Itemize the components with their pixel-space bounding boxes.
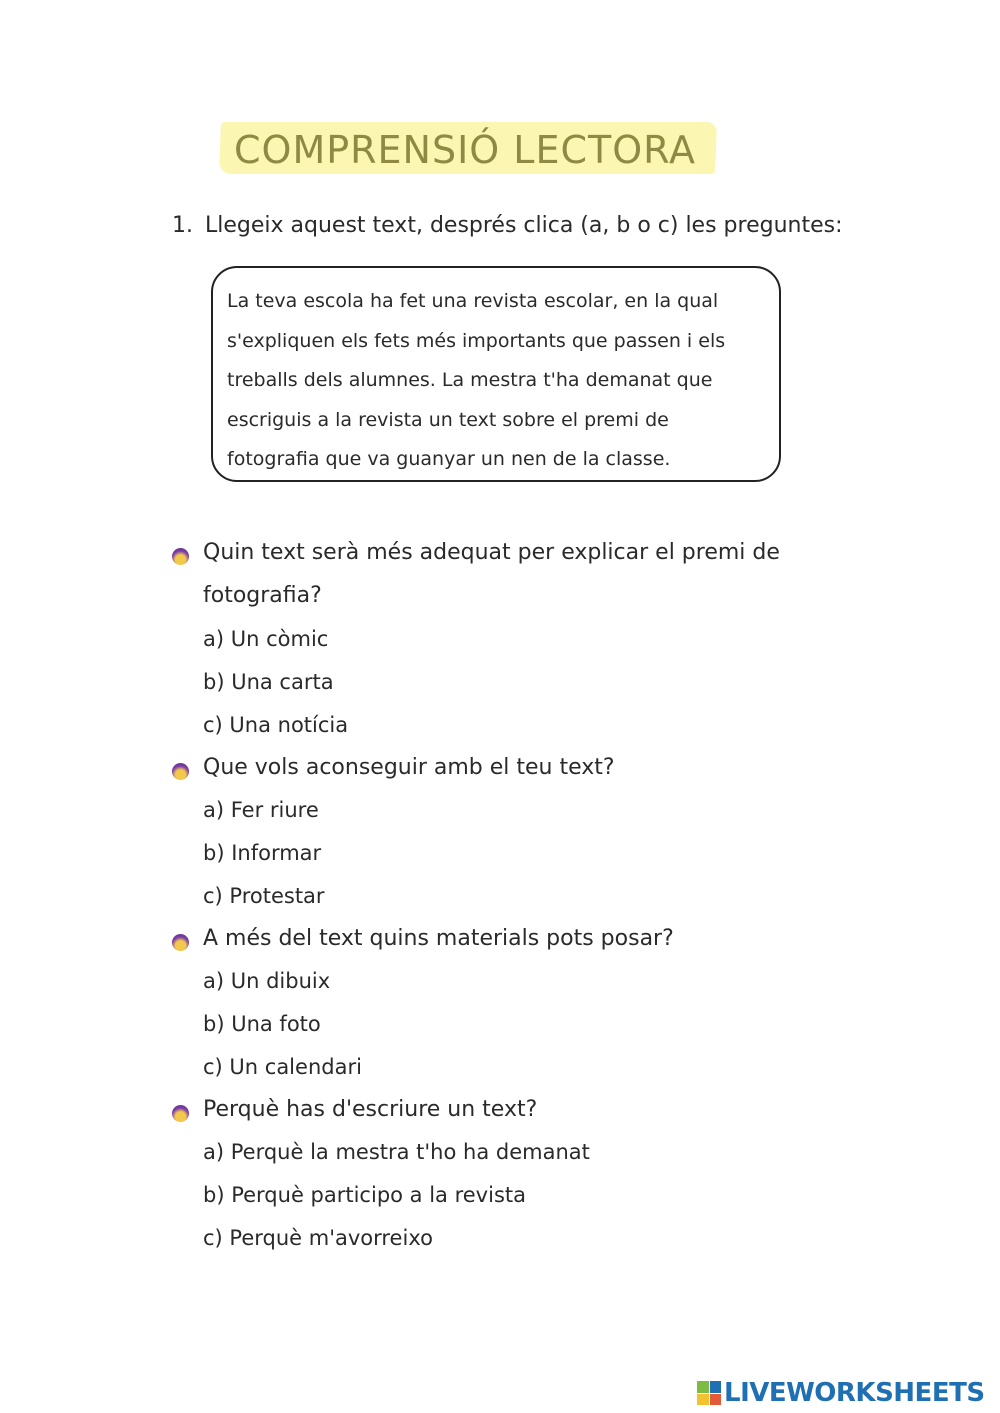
option-4c[interactable]: c) Perquè m'avorreixo <box>203 1226 433 1250</box>
bullet-icon <box>172 548 189 565</box>
option-4a[interactable]: a) Perquè la mestra t'ho ha demanat <box>203 1140 590 1164</box>
reading-passage-box <box>211 266 781 482</box>
question-text: fotografia? <box>203 583 322 608</box>
option-3c[interactable]: c) Un calendari <box>203 1055 362 1079</box>
option-1c[interactable]: c) Una notícia <box>203 713 349 737</box>
bullet-icon <box>172 934 189 951</box>
liveworksheets-logo <box>697 1378 985 1408</box>
question-text: A més del text quins materials pots posar? <box>203 926 674 951</box>
option-2b[interactable]: b) Informar <box>203 841 322 865</box>
passage-line: s'expliquen els fets més importants que passen i els <box>227 329 726 352</box>
instruction-number: 1. <box>172 213 193 238</box>
passage-line: escriguis a la revista un text sobre el premi de <box>227 408 669 431</box>
bullet-icon <box>172 763 189 780</box>
question-text: Que vols aconseguir amb el teu text? <box>203 755 615 780</box>
passage-line: La teva escola ha fet una revista escolar, en la qual <box>227 290 719 312</box>
option-4b[interactable]: b) Perquè participo a la revista <box>203 1183 526 1207</box>
logo-text: LIVEWORKSHEETS <box>724 1378 985 1408</box>
instruction <box>172 213 843 238</box>
bullet-icon <box>172 1105 189 1122</box>
passage-line: fotografia que va guanyar un nen de la classe. <box>227 448 671 470</box>
option-3b[interactable]: b) Una foto <box>203 1012 321 1036</box>
option-2c[interactable]: c) Protestar <box>203 884 325 908</box>
option-1b[interactable]: b) Una carta <box>203 670 334 694</box>
option-1a[interactable]: a) Un còmic <box>203 627 329 651</box>
logo-mark-icon <box>697 1381 721 1405</box>
question-text: Perquè has d'escriure un text? <box>203 1097 538 1122</box>
option-2a[interactable]: a) Fer riure <box>203 798 319 822</box>
page-title: COMPRENSIÓ LECTORA <box>234 128 696 172</box>
passage-line: treballs dels alumnes. La mestra t'ha demanat que <box>227 369 713 391</box>
question-text: Quin text serà més adequat per explicar el premi de <box>203 540 780 565</box>
option-3a[interactable]: a) Un dibuix <box>203 969 331 993</box>
title-banner <box>220 122 716 174</box>
instruction-text: Llegeix aquest text, després clica (a, b o c) les preguntes: <box>205 213 843 238</box>
